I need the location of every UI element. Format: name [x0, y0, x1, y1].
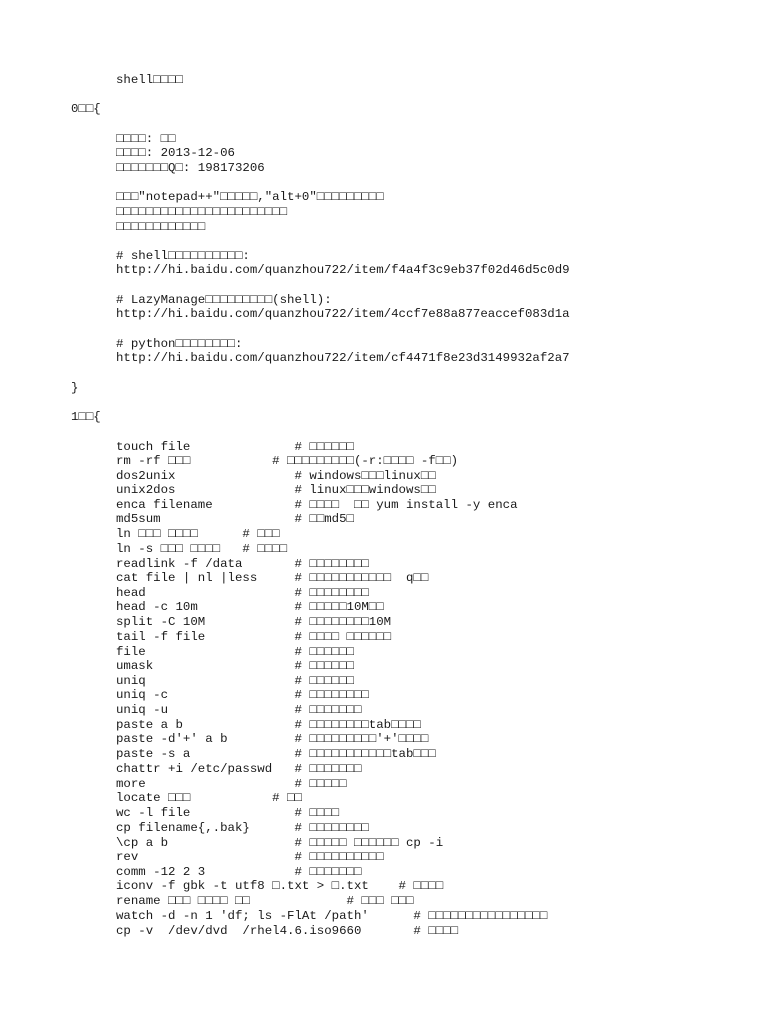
document-line: chattr +i /etc/passwd # □□□□□□□	[116, 762, 362, 776]
document-line: split -C 10M # □□□□□□□□10M	[116, 615, 392, 629]
document-line: }	[71, 381, 79, 395]
document-line: more # □□□□□	[116, 777, 347, 791]
document-line: □□□□: 2013-12-06	[116, 146, 235, 160]
document-line: rename □□□ □□□□ □□ # □□□ □□□	[116, 894, 414, 908]
document-line: paste -s a # □□□□□□□□□□□tab□□□	[116, 747, 436, 761]
document-line: ln -s □□□ □□□□ # □□□□	[116, 542, 288, 556]
document-line: paste a b # □□□□□□□□tab□□□□	[116, 718, 421, 732]
document-line: http://hi.baidu.com/quanzhou722/item/cf4471f8e23d3149932af2a7	[116, 351, 570, 365]
document-line: head -c 10m # □□□□□10M□□	[116, 600, 384, 614]
document-line: ln □□□ □□□□ # □□□	[116, 527, 280, 541]
document-line: watch -d -n 1 'df; ls -FlAt /path' # □□□□□□□□□□□□□□□□	[116, 909, 548, 923]
document-line: head # □□□□□□□□	[116, 586, 369, 600]
document-line: shell□□□□	[116, 73, 183, 87]
document-line: □□□□: □□	[116, 132, 176, 146]
document-line: rev # □□□□□□□□□□	[116, 850, 384, 864]
document-line: □□□□□□□□□□□□□□□□□□□□□□□	[116, 205, 288, 219]
document-line: □□□□□□□□□□□□	[116, 220, 206, 234]
document-line: uniq # □□□□□□	[116, 674, 354, 688]
document-line: cp filename{,.bak} # □□□□□□□□	[116, 821, 369, 835]
document-line: wc -l file # □□□□	[116, 806, 340, 820]
document-line: paste -d'+' a b # □□□□□□□□□'+'□□□□	[116, 732, 429, 746]
document-line: touch file # □□□□□□	[116, 440, 354, 454]
document-line: umask # □□□□□□	[116, 659, 354, 673]
document-line: file # □□□□□□	[116, 645, 354, 659]
document-line: cp -v /dev/dvd /rhel4.6.iso9660 # □□□□	[116, 924, 459, 938]
document-line: # LazyManage□□□□□□□□□(shell):	[116, 293, 332, 307]
document-line: uniq -c # □□□□□□□□	[116, 688, 369, 702]
document-line: http://hi.baidu.com/quanzhou722/item/f4a4f3c9eb37f02d46d5c0d9	[116, 263, 570, 277]
document-line: 0□□{	[71, 102, 101, 116]
document-line: rm -rf □□□ # □□□□□□□□□(-r:□□□□ -f□□)	[116, 454, 459, 468]
document-line: enca filename # □□□□ □□ yum install -y enca	[116, 498, 518, 512]
document-line: iconv -f gbk -t utf8 □.txt > □.txt # □□□□	[116, 879, 444, 893]
document-line: locate □□□ # □□	[116, 791, 302, 805]
document-line: tail -f file # □□□□ □□□□□□	[116, 630, 392, 644]
document-line: # python□□□□□□□□:	[116, 337, 243, 351]
document-line: md5sum # □□md5□	[116, 512, 354, 526]
document-line: □□□"notepad++"□□□□□,"alt+0"□□□□□□□□□	[116, 190, 384, 204]
document-line: cat file | nl |less # □□□□□□□□□□□ q□□	[116, 571, 429, 585]
document-line: readlink -f /data # □□□□□□□□	[116, 557, 369, 571]
document-line: unix2dos # linux□□□windows□□	[116, 483, 436, 497]
document-line: http://hi.baidu.com/quanzhou722/item/4ccf7e88a877eaccef083d1a	[116, 307, 570, 321]
document-line: dos2unix # windows□□□linux□□	[116, 469, 436, 483]
document-line: uniq -u # □□□□□□□	[116, 703, 362, 717]
document-line: comm -12 2 3 # □□□□□□□	[116, 865, 362, 879]
document-line: 1□□{	[71, 410, 101, 424]
document-line: \cp a b # □□□□□ □□□□□□ cp -i	[116, 836, 444, 850]
document-line: □□□□□□□Q□: 198173206	[116, 161, 265, 175]
document-line: # shell□□□□□□□□□□:	[116, 249, 250, 263]
